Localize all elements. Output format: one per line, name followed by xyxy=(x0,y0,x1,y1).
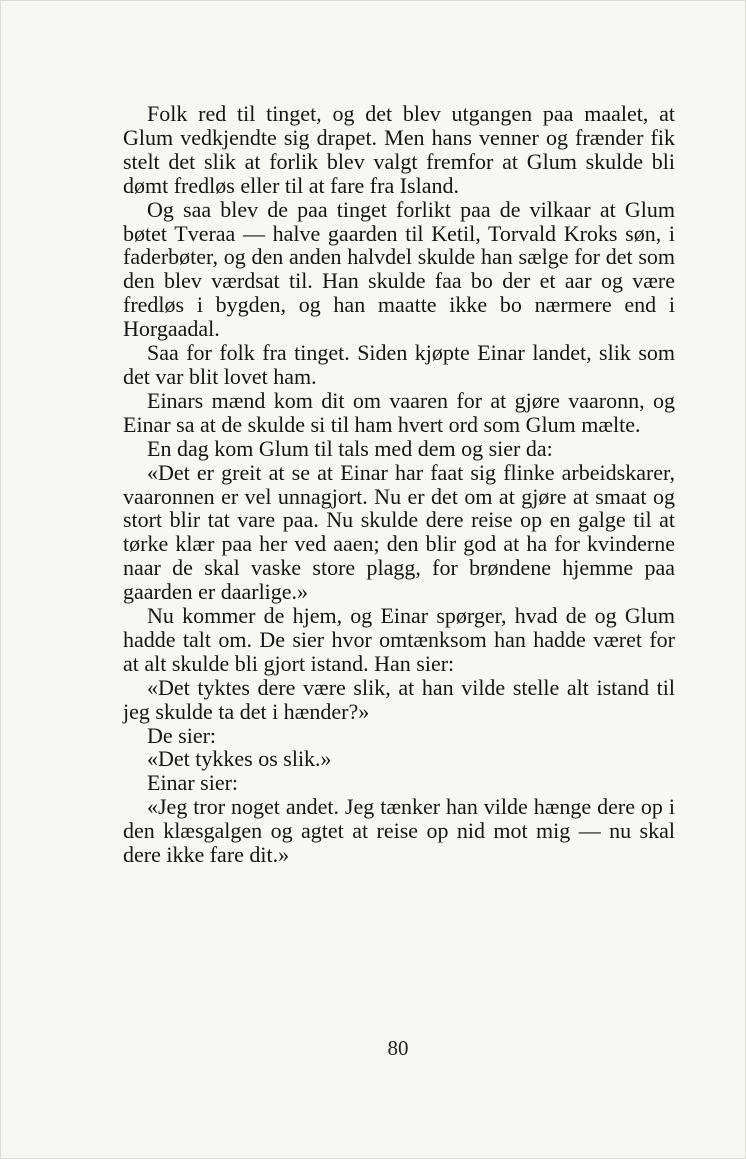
paragraph: Einar sier: xyxy=(147,770,239,796)
paragraph: Folk red til tinget, og det blev utgangen paa maalet, at Glum vedkjendte sig drapet. Men hans venner og frænder fik stelt det slik at forlik blev valgt fremfor at Glum skulde bli dømt fredløs eller til at fare fra Island. xyxy=(123,101,675,198)
paragraph: «Det er greit at se at Einar har faat sig flinke arbeidskarer, vaaronnen er vel unnagjort. Nu er det om at gjøre at smaat og stort blir tat vare paa. Nu skulde dere reise op en galge til at tørke klær paa her ved aaen; den blir god at ha for kvinderne naar de skal vaske store plagg, for brøndene hjemme paa gaarden er daarlige.» xyxy=(123,459,675,605)
page-number: 80 xyxy=(387,1036,409,1060)
body-text xyxy=(123,102,675,867)
paragraph: «Jeg tror noget andet. Jeg tænker han vilde hænge dere op i den klæsgalgen og agtet at reise op nid mot mig — nu skal dere ikke fare dit.» xyxy=(123,794,675,868)
paragraph: Nu kommer de hjem, og Einar spørger, hvad de og Glum hadde talt om. De sier hvor omtænksom han hadde været for at alt skulde bli gjort istand. Han sier: xyxy=(123,603,675,676)
paragraph: En dag kom Glum til tals med dem og sier da: xyxy=(147,435,553,461)
paragraph: Einars mænd kom dit om vaaren for at gjøre vaaronn, og Einar sa at de skulde si til ham hvert ord som Glum mælte. xyxy=(123,387,675,437)
paragraph: «Det tyktes dere være slik, at han vilde stelle alt istand til jeg skulde ta det i hænder?» xyxy=(123,674,675,724)
paragraph: «Det tykkes os slik.» xyxy=(147,746,332,772)
paragraph: De sier: xyxy=(147,722,217,748)
paragraph: Saa for folk fra tinget. Siden kjøpte Einar landet, slik som det var blit lovet ham. xyxy=(123,340,675,389)
paragraph: Og saa blev de paa tinget forlikt paa de vilkaar at Glum bøtet Tveraa — halve gaarden til Ketil, Torvald Kroks søn, i faderbøter, og den anden halvdel skulde han sælge for det som den blev værdsat til. Han skulde faa bo der et aar og være fredløs i bygden, og han maatte ikke bo nærmere end i Horgaadal. xyxy=(123,196,675,342)
